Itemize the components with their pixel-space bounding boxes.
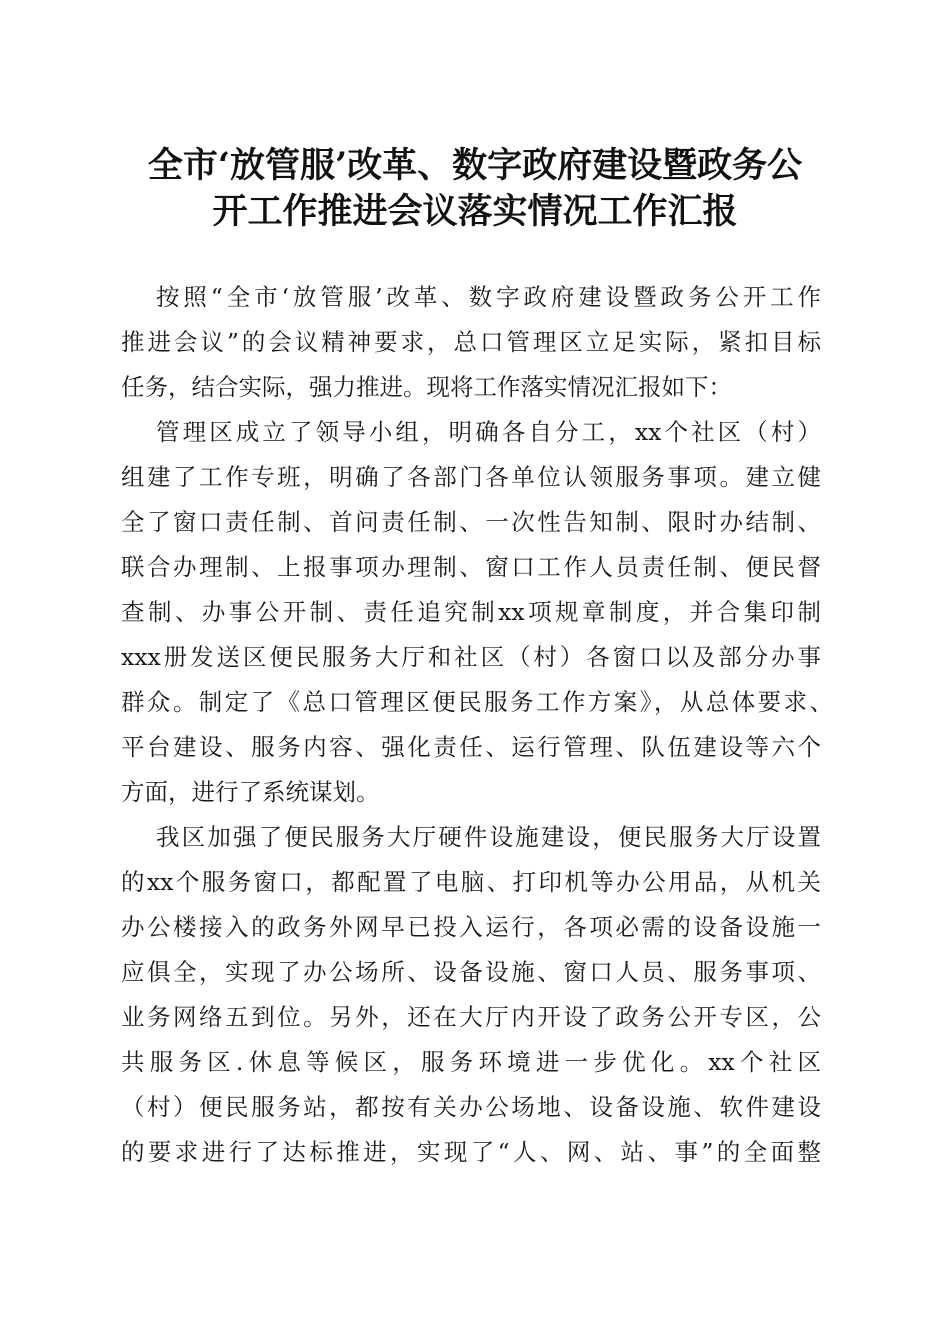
body-line-19: （村）便民服务站，都按有关办公场地、设备设施、软件建设 <box>121 1093 821 1121</box>
body-line-18: 共服务区.休息等候区，服务环境进一步优化。xx个社区 <box>121 1048 821 1076</box>
body-line-15: 办公楼接入的政务外网早已投入运行，各项必需的设备设施一 <box>121 913 821 941</box>
body-line-9: xxx册发送区便民服务大厅和社区（村）各窗口以及部分办事 <box>121 643 821 671</box>
body-line-7: 联合办理制、上报事项办理制、窗口工作人员责任制、便民督 <box>121 553 821 581</box>
body-line-5: 组建了工作专班，明确了各部门各单位认领服务事项。建立健 <box>121 463 821 491</box>
body-line-3: 任务，结合实际，强力推进。现将工作落实情况汇报如下： <box>121 373 732 401</box>
body-line-13: 我区加强了便民服务大厅硬件设施建设，便民服务大厅设置 <box>156 823 821 851</box>
body-line-6: 全了窗口责任制、首问责任制、一次性告知制、限时办结制、 <box>121 508 821 536</box>
body-line-11: 平台建设、服务内容、强化责任、运行管理、队伍建设等六个 <box>121 733 821 761</box>
body-line-17: 业务网络五到位。另外，还在大厅内开设了政务公开专区，公 <box>121 1003 821 1031</box>
body-line-1: 按照“全市‘放管服’改革、数字政府建设暨政务公开工作 <box>156 283 822 311</box>
body-line-20: 的要求进行了达标推进，实现了“人、网、站、事”的全面整 <box>121 1138 821 1166</box>
body-line-12: 方面，进行了系统谋划。 <box>121 778 380 806</box>
document-title-line-1: 全市‘放管服’改革、数字政府建设暨政务公 <box>147 145 803 186</box>
document-title-line-2: 开工作推进会议落实情况工作汇报 <box>212 191 738 232</box>
body-line-14: 的xx个服务窗口，都配置了电脑、打印机等办公用品，从机关 <box>121 868 821 896</box>
body-line-4: 管理区成立了领导小组，明确各自分工，xx个社区（村） <box>156 418 821 446</box>
body-line-2: 推进会议”的会议精神要求，总口管理区立足实际，紧扣目标 <box>121 328 821 356</box>
body-line-8: 查制、办事公开制、责任追究制xx项规章制度，并合集印制 <box>121 598 821 626</box>
body-line-10: 群众。制定了《总口管理区便民服务工作方案》，从总体要求、 <box>121 688 833 716</box>
body-line-16: 应俱全，实现了办公场所、设备设施、窗口人员、服务事项、 <box>121 958 821 986</box>
